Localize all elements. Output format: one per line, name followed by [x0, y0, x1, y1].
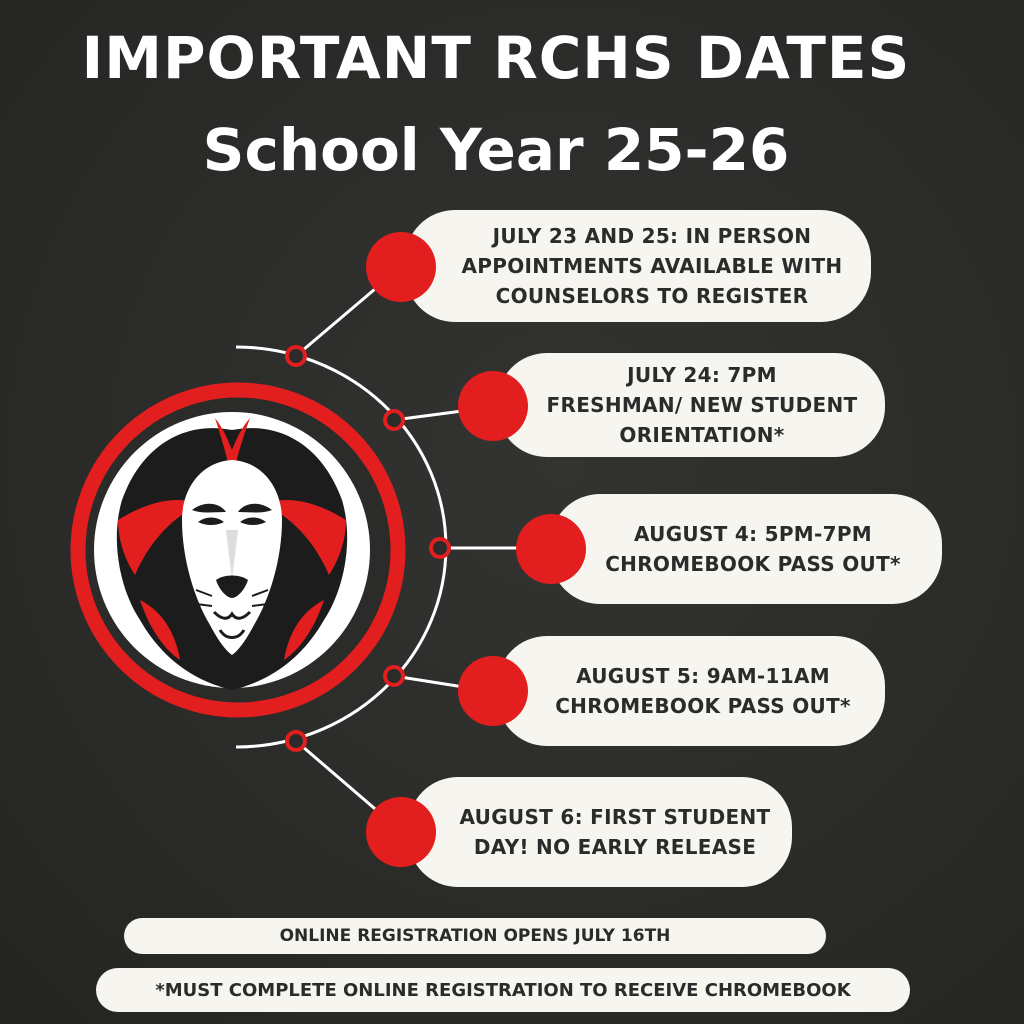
event-card-1 [405, 210, 871, 322]
event-5-line-1: AUGUST 6: FIRST STUDENT [459, 805, 771, 829]
event-card-3 [550, 494, 942, 604]
chromebook-note-banner [96, 968, 910, 1012]
event-card-4 [497, 636, 885, 746]
event-marker-3 [516, 514, 586, 584]
event-1-line-1: JULY 23 AND 25: IN PERSON [492, 224, 812, 248]
page-subtitle: School Year 25-26 [202, 116, 790, 184]
event-5-line-2: DAY! NO EARLY RELEASE [473, 835, 757, 859]
event-2-line-2: FRESHMAN/ NEW STUDENT [546, 393, 858, 417]
event-2-line-1: JULY 24: 7PM [627, 363, 777, 387]
event-3-line-2: CHROMEBOOK PASS OUT* [605, 552, 901, 576]
page-title: IMPORTANT RCHS DATES [81, 24, 911, 92]
event-4-line-1: AUGUST 5: 9AM-11AM [576, 664, 830, 688]
event-1-line-2: APPOINTMENTS AVAILABLE WITH [461, 254, 843, 278]
registration-note-text: ONLINE REGISTRATION OPENS JULY 16TH [279, 926, 671, 946]
arc-node-4 [385, 667, 403, 685]
chromebook-note-text: *MUST COMPLETE ONLINE REGISTRATION TO RECEIVE CHROMEBOOK [155, 979, 851, 1001]
event-card-5 [408, 777, 792, 887]
event-marker-2 [458, 371, 528, 441]
event-marker-4 [458, 656, 528, 726]
event-3-line-1: AUGUST 4: 5PM-7PM [633, 522, 872, 546]
event-card-2 [497, 353, 885, 457]
event-marker-1 [366, 232, 436, 302]
registration-note-banner [124, 918, 826, 954]
arc-node-2 [385, 411, 403, 429]
event-4-line-2: CHROMEBOOK PASS OUT* [555, 694, 851, 718]
arc-node-3 [431, 539, 449, 557]
arc-node-1 [287, 347, 305, 365]
event-2-line-3: ORIENTATION* [619, 423, 785, 447]
arc-node-5 [287, 732, 305, 750]
event-marker-5 [366, 797, 436, 867]
event-1-line-3: COUNSELORS TO REGISTER [495, 284, 809, 308]
